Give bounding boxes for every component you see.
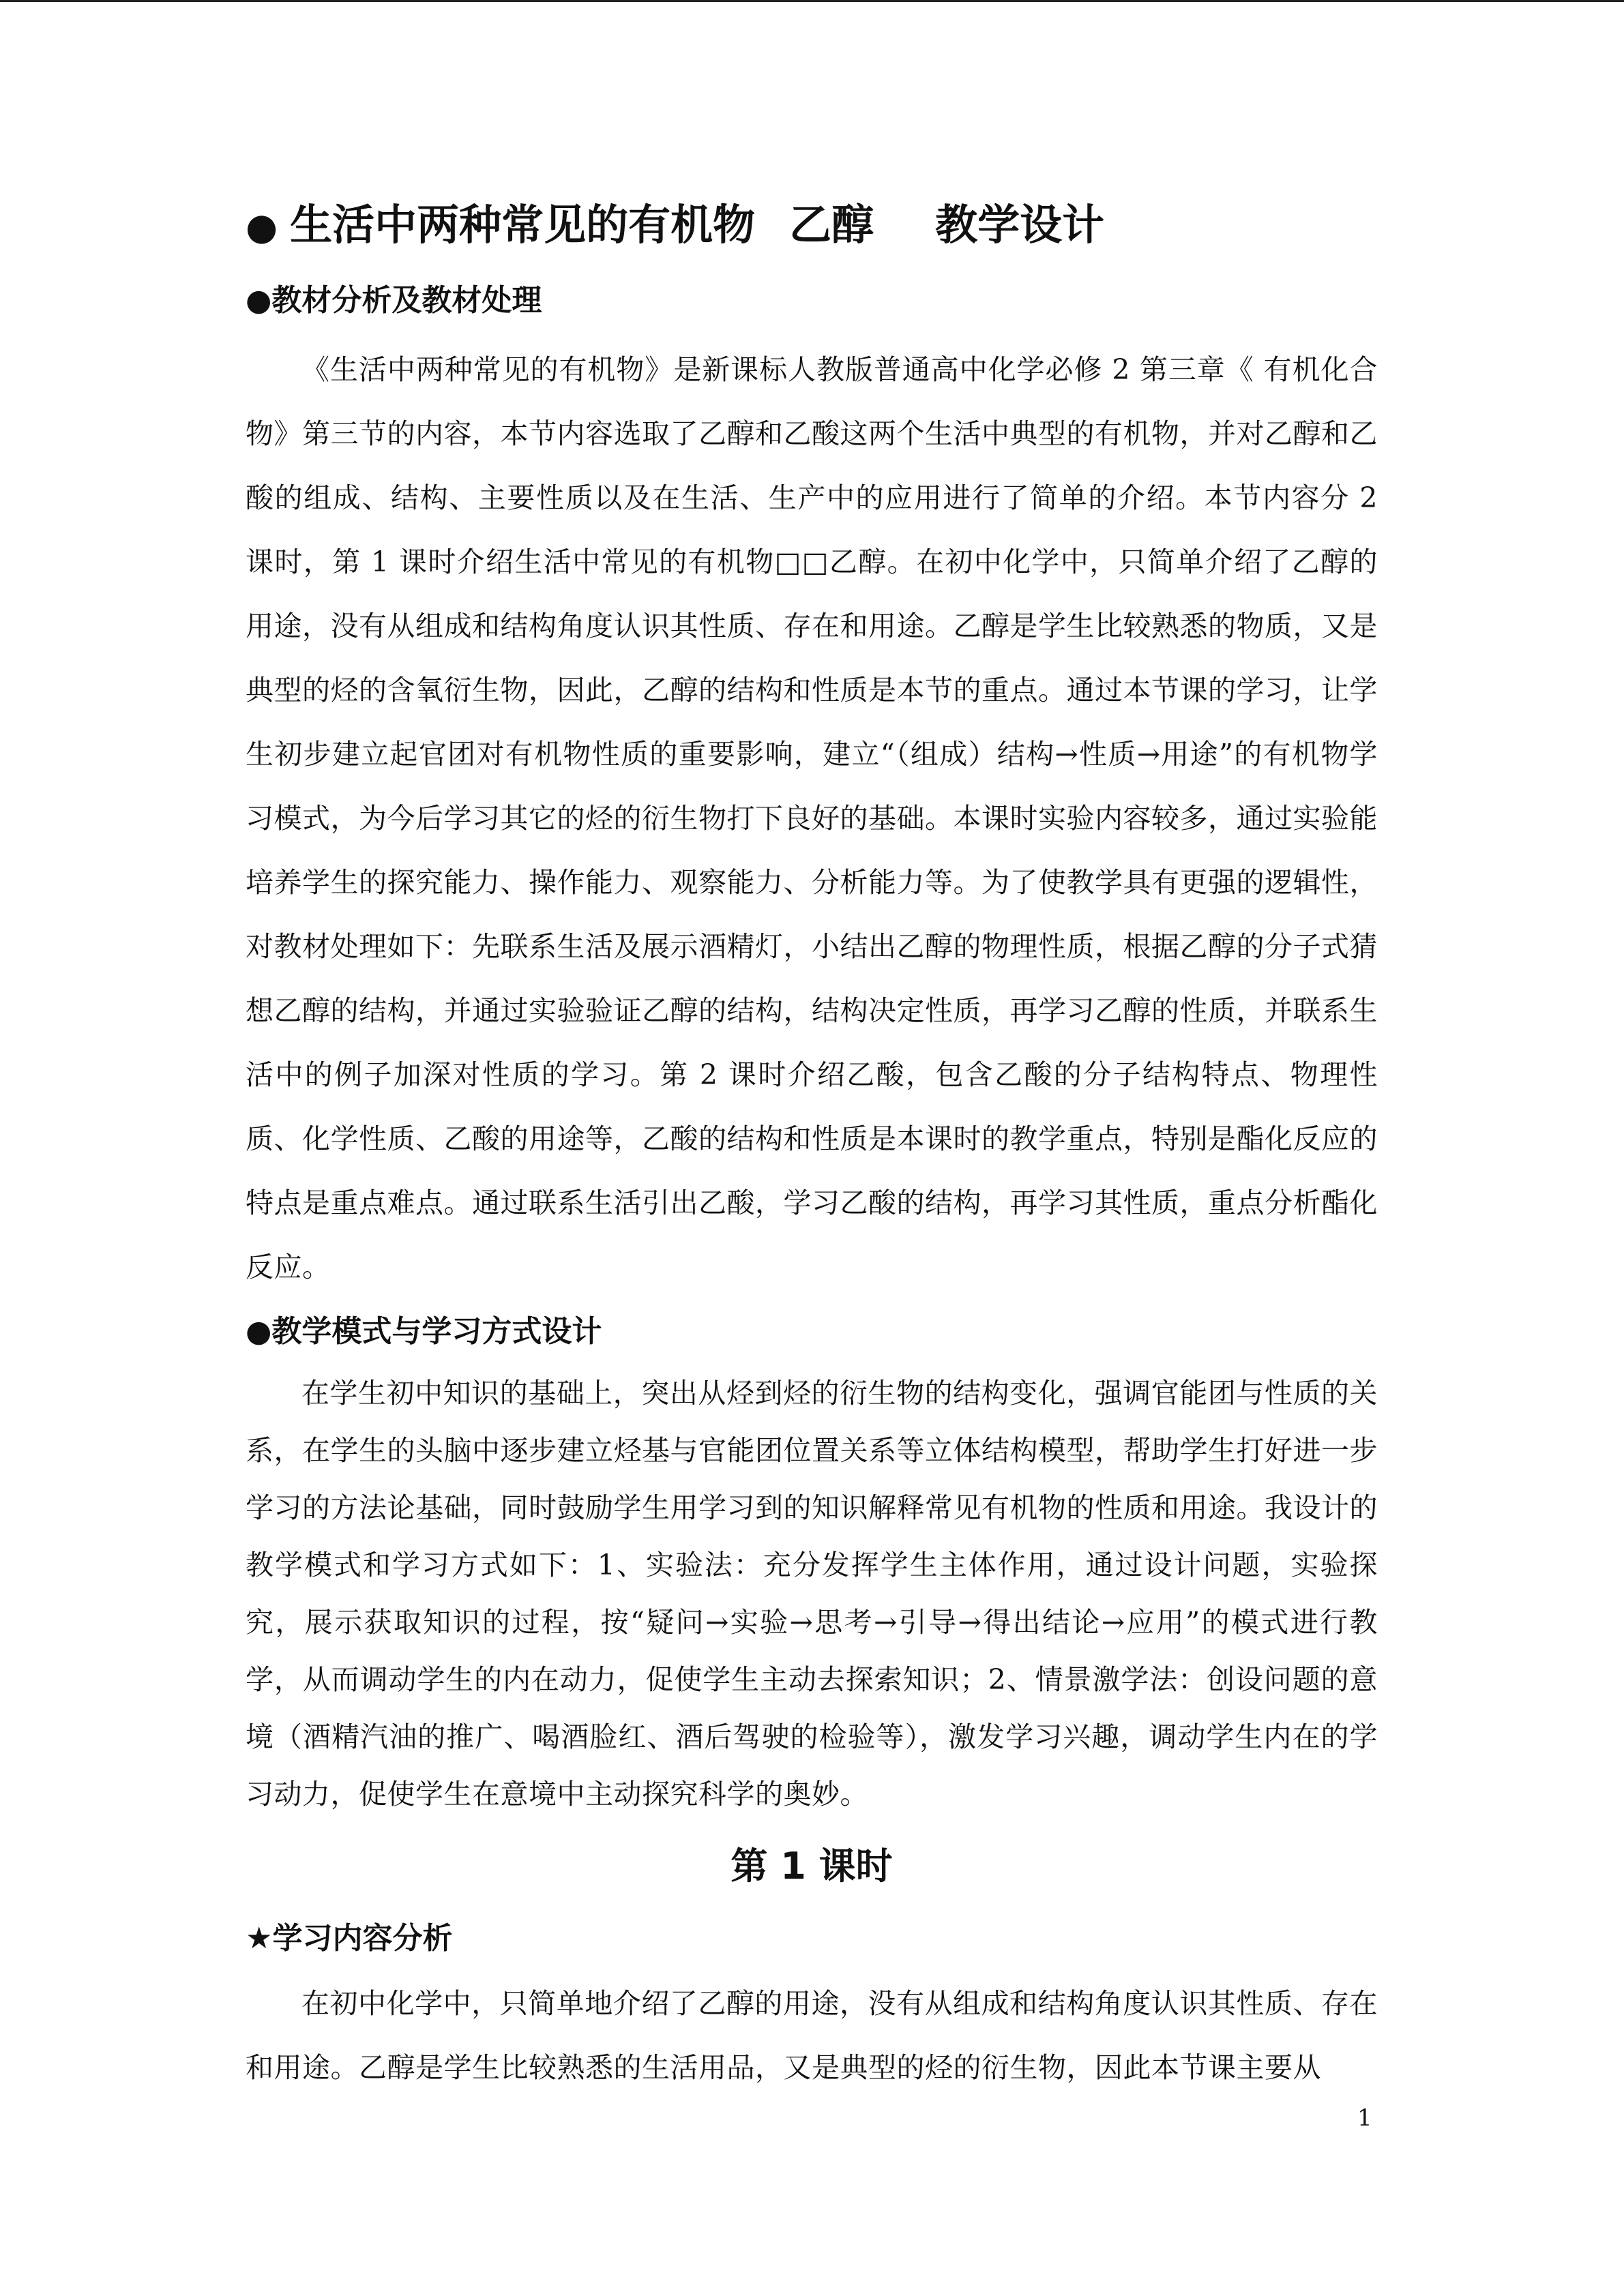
section-heading-content-analysis: ★学习内容分析 bbox=[246, 1921, 453, 1956]
page-number: 1 bbox=[1357, 2104, 1372, 2132]
paragraph-teaching-mode: 在学生初中知识的基础上，突出从烃到烃的衍生物的结构变化，强调官能团与性质的关系，在学生的头脑中逐步建立烃基与官能团位置关系等立体结构模型，帮助学生打好进一步学习的方法论基础，同时鼓励学生用学习到的知识解释常见有机物的性质和用途。我设计的教学模式和学习方式如下：1、实验法：充分发挥学生主体作用，通过设计问题，实验探究，展示获取知识的过程，按“疑问→实验→思考→引导→得出结论→应用”的模式进行教学，从而调动学生的内在动力，促使学生主动去探索知识；2、情景激学法：创设问题的意境（酒精汽油的推广、喝酒脸红、酒后驾驶的检验等），激发学习兴趣，调动学生内在的学习动力，促使学生在意境中主动探究科学的奥妙。 bbox=[246, 1377, 1378, 1810]
section-heading-teaching-mode: ●教学模式与学习方式设计 bbox=[246, 1314, 602, 1349]
paragraph-content-analysis: 在初中化学中，只简单地介绍了乙醇的用途，没有从组成和结构角度认识其性质、存在和用途。乙醇是学生比较熟悉的生活用品，又是典型的烃的衍生物，因此本节课主要从 bbox=[246, 1987, 1378, 2084]
title-main: 生活中两种常见的有机物 bbox=[290, 200, 756, 250]
title-bullet: ● bbox=[246, 205, 278, 248]
title-teaching-design: 教学设计 bbox=[935, 200, 1105, 250]
paragraph-textbook-analysis: 《生活中两种常见的有机物》是新课标人教版普通高中化学必修 2 第三章《 有机化合物》第三节的内容，本节内容选取了乙醇和乙酸这两个生活中典型的有机物，并对乙醇和乙酸的组成、结构、主要性质以及在生活、生产中的应用进行了简单的介绍。本节内容分 2 课时，第 1 课时介绍生活中常见的有机物□□乙醇。在初中化学中，只简单介绍了乙醇的用途，没有从组成和结构角度认识其性质、存在和用途。乙醇是学生比较熟悉的物质，又是典型的烃的含氧衍生物，因此，乙醇的结构和性质是本节的重点。通过本节课的学习，让学生初步建立起官团对有机物性质的重要影响，建立“（组成）结构→性质→用途”的有机物学习模式，为今后学习其它的烃的衍生物打下良好的基础。本课时实验内容较多，通过实验能培养学生的探究能力、操作能力、观察能力、分析能力等。为了使教学具有更强的逻辑性，对教材处理如下：先联系生活及展示酒精灯，小结出乙醇的物理性质，根据乙醇的分子式猜想乙醇的结构，并通过实验验证乙醇的结构，结构决定性质，再学习乙醇的性质，并联系生活中的例子加深对性质的学习。第 2 课时介绍乙酸，包含乙酸的分子结构特点、物理性质、化学性质、乙酸的用途等，乙酸的结构和性质是本课时的教学重点，特别是酯化反应的特点是重点难点。通过联系生活引出乙酸，学习乙酸的结构，再学习其性质，重点分析酯化反应。 bbox=[246, 353, 1378, 1283]
lesson-title: 第 1 课时 bbox=[730, 1845, 893, 1888]
top-border-line bbox=[0, 0, 1624, 2]
document-page bbox=[246, 184, 1378, 2100]
title-ethanol: 乙醇 bbox=[789, 200, 874, 250]
section-heading-textbook-analysis: ●教材分析及教材处理 bbox=[246, 283, 542, 318]
document-title bbox=[246, 184, 1378, 268]
